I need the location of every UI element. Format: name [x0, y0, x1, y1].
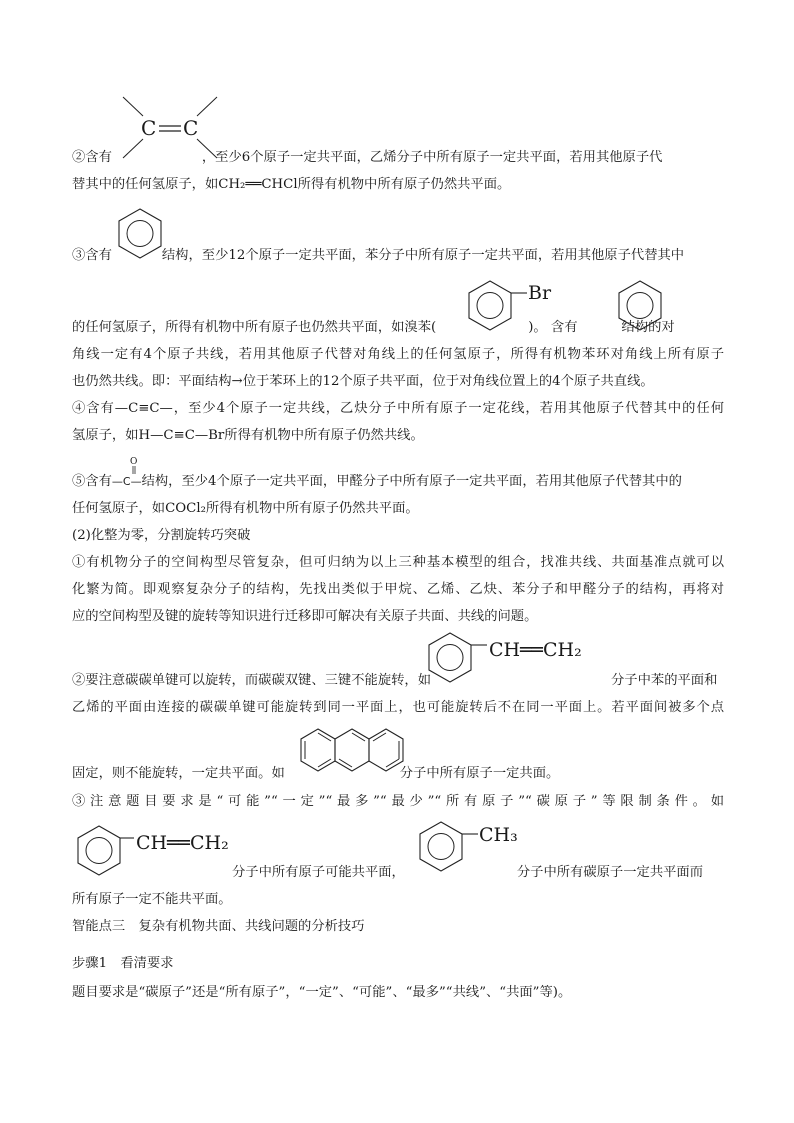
p3-line2b: )。 含有 — [528, 320, 578, 335]
step1-text: 题目要求是“碳原子”还是“所有原子”，“一定”、“可能”、“最多”“共线”、“共面”等)。 — [72, 985, 572, 1000]
s2-b3-line2b: 分子中所有碳原子一定共平面而 — [516, 865, 704, 880]
carbonyl-group: —C— — [111, 475, 142, 488]
p3-line2a: 的任何氢原子，所得有机物中所有原子也仍然共平面，如溴苯( — [72, 320, 437, 335]
p2-line2: 替其中的任何氢原子，如CH₂══CHCl所得有机物中所有原子仍然共平面。 — [72, 177, 511, 192]
p2-line1 — [72, 149, 724, 167]
s2-b1-line1: ①有机物分子的空间构型尽管复杂，但可归纳为以上三种基本模型的组合，找准共线、共面基准点就可以 — [72, 555, 724, 570]
p2-lead: ②含有 — [72, 150, 112, 165]
p4-line2: 氢原子，如H—C≡C—Br所得有机物中所有原子仍然共线。 — [72, 428, 424, 443]
bromine-label: Br — [528, 282, 552, 304]
p3-line3: 角线一定有4个原子共线，若用其他原子代替对角线上的任何氢原子，所得有机物苯环对角线上所有原子 — [72, 347, 724, 362]
step1-heading: 步骤1 看清要求 — [72, 956, 174, 971]
s2-b3-line1: ③注意题目要求是“可能”“一定”“最多”“最少”“所有原子”“碳原子”等限制条件。如 — [72, 794, 724, 809]
p4-line1: ④含有—C≡C—，至少4个原子一定共线，乙炔分子中所有原子一定花线，若用其他原子代替其中的任何 — [72, 401, 724, 416]
p5-lead: ⑤含有 — [72, 474, 112, 489]
s2-b2-line3 — [72, 765, 724, 783]
p3-line1 — [72, 247, 724, 265]
p2-line1-text: ，至少6个原子一定共平面，乙烯分子中所有原子一定共平面，若用其他原子代 — [201, 150, 663, 165]
p5-line1-text: 结构，至少4个原子一定共平面，甲醛分子中所有原子一定共平面，若用其他原子代替其中的 — [141, 474, 682, 489]
p3-line4: 也仍然共线。即：平面结构→位于苯环上的12个原子共平面，位于对角线位置上的4个原子共直线。 — [72, 374, 654, 389]
s2-b3-line2a: 分子中所有原子可能共平面， — [232, 865, 405, 880]
section2-heading: (2)化整为零，分割旋转巧突破 — [72, 528, 251, 543]
s2-b2-line3a: 固定，则不能旋转，一定共平面。如 — [72, 766, 285, 781]
s2-b2-line1a: ②要注意碳碳单键可以旋转，而碳碳双键、三键不能旋转，如 — [72, 673, 432, 688]
styrene-vinyl-label: CH══CH₂ — [489, 639, 582, 661]
s2-b3-line2 — [72, 864, 724, 882]
s2-b2-line1 — [72, 672, 724, 690]
carbon-left-label: C — [141, 116, 157, 140]
p3-line2c: 结构的对 — [621, 320, 675, 335]
p3-line2 — [72, 319, 724, 337]
styrene-2-vinyl-label: CH══CH₂ — [136, 832, 229, 854]
svg-text:O: O — [130, 457, 138, 467]
p3-line1-text: 结构，至少12个原子一定共平面，苯分子中所有原子一定共平面，若用其他原子代替其中 — [161, 248, 685, 263]
carbon-right-label: C — [183, 116, 199, 140]
s2-b2-line2: 乙烯的平面由连接的碳碳单键可能旋转到同一平面上，也可能旋转后不在同一平面上。若平面间被多个点 — [72, 700, 724, 715]
s2-b1-line3: 应的空间构型及键的旋转等知识进行迁移即可解决有关原子共面、共线的问题。 — [72, 609, 538, 624]
s2-b2-line1b: 分子中苯的平面和 — [611, 673, 718, 688]
s2-b2-line3b: 分子中所有原子一定共面。 — [399, 766, 560, 781]
p5-line2: 任何氢原子，如COCl₂所得有机物中所有原子仍然共平面。 — [72, 501, 419, 516]
s2-b1-line2: 化繁为简。即观察复杂分子的结构，先找出类似于甲烷、乙烯、乙炔、苯分子和甲醛分子的结构，再将对 — [72, 582, 724, 597]
section3-heading: 智能点三 复杂有机物共面、共线问题的分析技巧 — [72, 919, 365, 934]
s2-b3-line3: 所有原子一定不能共平面。 — [72, 892, 232, 907]
p3-lead: ③含有 — [72, 248, 112, 263]
methyl-label: CH₃ — [479, 824, 518, 846]
p5-line1 — [72, 473, 724, 491]
